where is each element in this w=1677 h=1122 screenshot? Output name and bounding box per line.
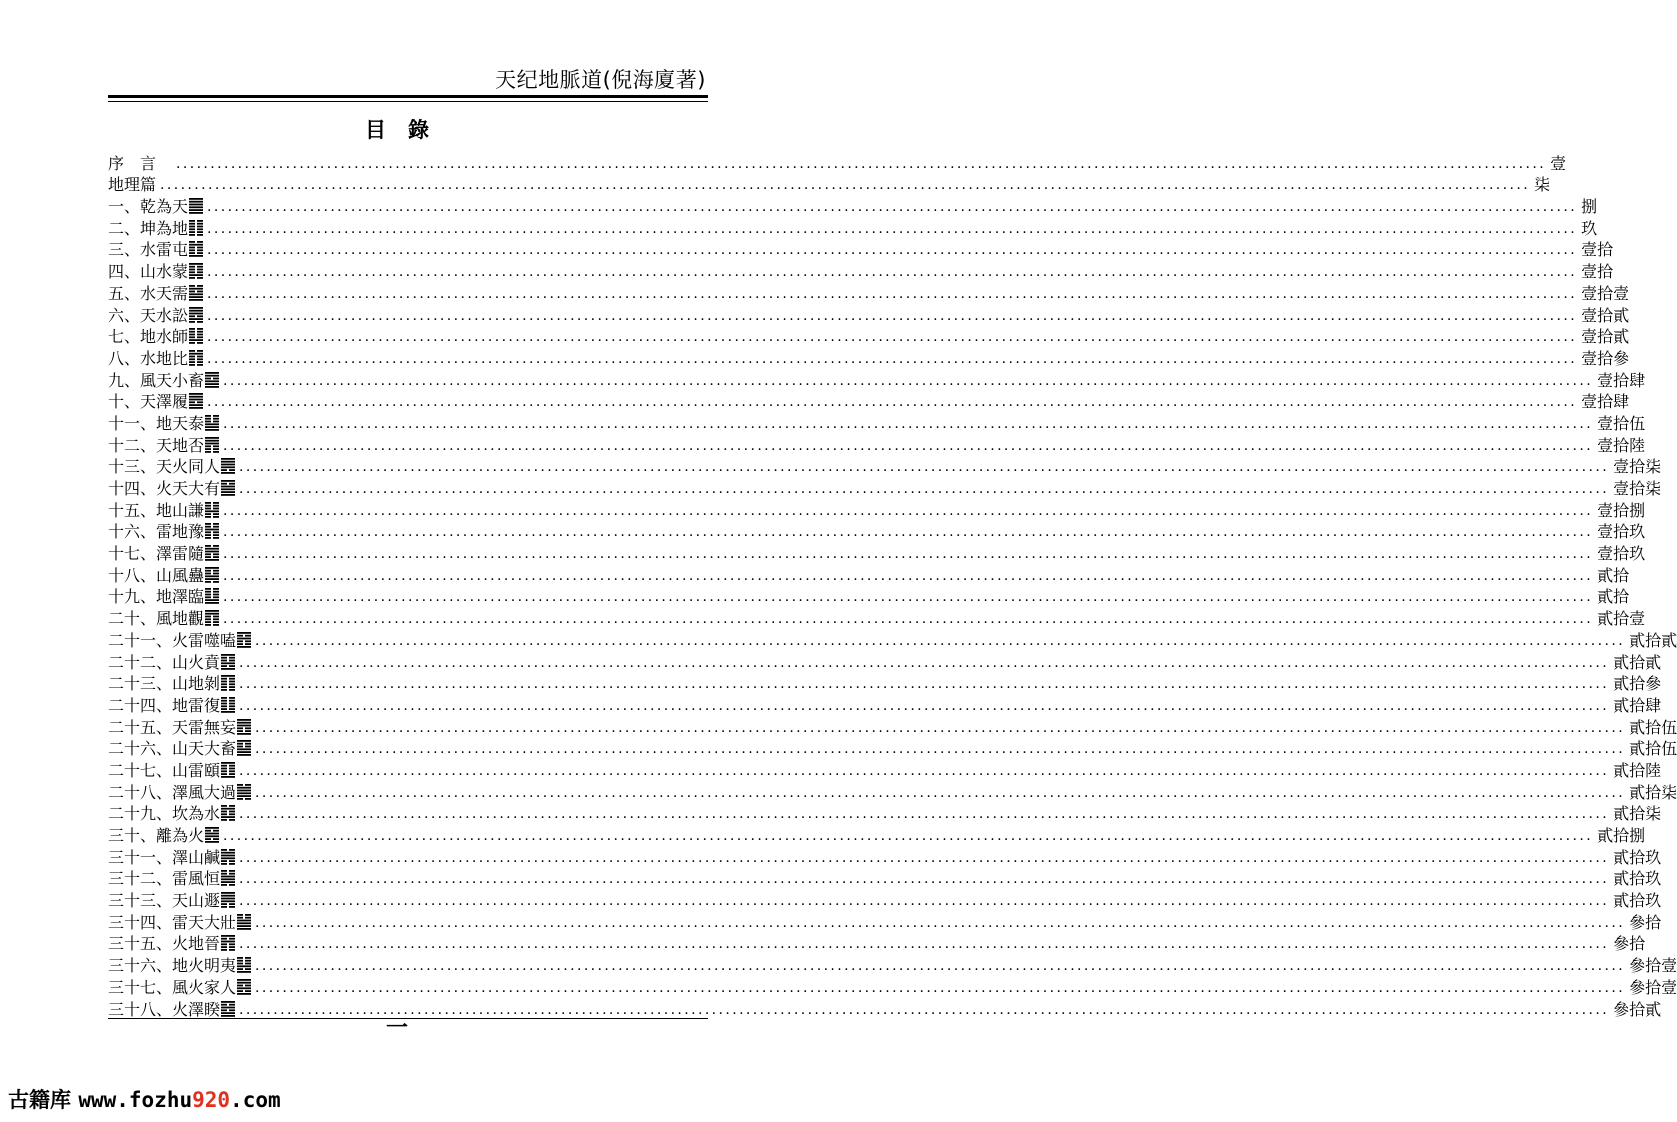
toc-entry-title-text: 二十四、地雷復	[108, 695, 221, 715]
hexagram-icon	[221, 804, 235, 821]
hexagram-icon	[221, 674, 235, 691]
hexagram-icon	[205, 501, 219, 518]
toc-entry-title-text: 二十二、山火賁	[108, 652, 221, 672]
hexagram-icon	[205, 436, 219, 453]
toc-leader-dots: ........................................................................................................................................................................................................	[239, 676, 1610, 693]
toc-entry-title-text: 序言	[108, 153, 173, 173]
toc-entry[interactable]	[108, 650, 1662, 672]
toc-entry-title-text: 十七、澤雷隨	[108, 544, 205, 564]
toc-leader-dots: ........................................................................................................................................................................................................	[239, 893, 1610, 910]
toc-entry[interactable]	[108, 303, 1630, 325]
toc-entry-title	[108, 327, 203, 346]
toc-entry[interactable]	[108, 238, 1614, 260]
toc-entry-title-text: 三十七、風火家人	[108, 977, 237, 997]
toc-entry[interactable]	[108, 628, 1677, 650]
toc-leader-dots: ........................................................................................................................................................................................................	[255, 741, 1626, 758]
watermark-url	[78, 1088, 280, 1112]
toc-entry-title-text: 五、水天需	[108, 283, 189, 303]
toc-entry[interactable]	[108, 758, 1662, 780]
toc-leader-dots: ........................................................................................................................................................................................................	[255, 719, 1626, 736]
toc-leader-dots: ........................................................................................................................................................................................................	[207, 220, 1578, 237]
hexagram-icon	[237, 631, 251, 648]
hexagram-icon	[205, 566, 219, 583]
toc-entry-title	[108, 891, 235, 910]
toc-entry-page: 參拾	[1613, 934, 1646, 954]
toc-leader-dots: ........................................................................................................................................................................................................	[239, 459, 1610, 476]
toc-entry-title	[108, 761, 235, 780]
toc-entry-title	[108, 219, 203, 238]
toc-entry-page: 貳拾貳	[1613, 652, 1662, 672]
toc-entry-page: 貳拾	[1597, 587, 1630, 607]
toc-entry-title-text: 十八、山風蠱	[108, 565, 205, 585]
toc-entry-page: 貳拾玖	[1613, 847, 1662, 867]
hexagram-icon	[237, 978, 251, 995]
toc-entry[interactable]	[108, 541, 1646, 564]
toc-leader-dots: ........................................................................................................................................................................................................	[207, 199, 1578, 216]
toc-entry-title	[108, 392, 203, 411]
watermark-url-suffix: .com	[230, 1088, 281, 1112]
hexagram-icon	[221, 848, 235, 865]
watermark-site-name: 古籍库	[8, 1088, 71, 1112]
hexagram-icon	[221, 696, 235, 713]
toc-entry-title	[108, 934, 235, 953]
toc-entry[interactable]	[108, 910, 1662, 932]
toc-entry-page: 貳拾陸	[1613, 760, 1662, 780]
toc-entry[interactable]	[108, 325, 1630, 347]
watermark-url-number: 920	[192, 1088, 231, 1112]
toc-entry[interactable]	[108, 823, 1646, 845]
toc-entry-title-text: 三、水雷屯	[108, 240, 189, 260]
toc-entry-title	[108, 674, 235, 693]
toc-leader-dots: ........................................................................................................................................................................................................	[239, 936, 1610, 953]
hexagram-icon	[205, 544, 219, 561]
toc-leader-dots: ........................................................................................................................................................................................................	[207, 307, 1578, 324]
toc-entry-title	[108, 414, 219, 433]
toc-entry-page: 捌	[1581, 197, 1598, 217]
toc-entry-title-text: 四、山水蒙	[108, 262, 189, 282]
toc-entry-title-text: 十、天澤履	[108, 392, 189, 412]
header-rule-thick	[108, 95, 708, 98]
toc-entry-title	[108, 284, 203, 303]
toc-entry[interactable]	[108, 259, 1614, 282]
toc-entry-title	[108, 913, 251, 932]
toc-entry-page: 壹拾伍	[1597, 413, 1646, 433]
hexagram-icon	[221, 653, 235, 670]
toc-entry-title-text: 十九、地澤臨	[108, 587, 205, 607]
toc-entry-page: 壹	[1550, 153, 1567, 173]
hexagram-icon	[205, 826, 219, 843]
toc-leader-dots: ........................................................................................................................................................................................................	[255, 958, 1626, 975]
toc-entry[interactable]	[108, 867, 1662, 889]
toc-entry[interactable]	[108, 953, 1677, 976]
toc-entry-title-text: 一、乾為天	[108, 197, 189, 217]
toc-entry-title-text: 二、坤為地	[108, 218, 189, 238]
toc-entry-title	[108, 501, 219, 520]
toc-entry-title-text: 十四、火天大有	[108, 479, 221, 498]
toc-entry-title	[108, 522, 219, 541]
toc-entry-title	[108, 197, 203, 216]
toc-entry-title-text: 地理篇	[108, 175, 157, 195]
toc-leader-dots: ........................................................................................................................................................................................................	[223, 372, 1594, 389]
toc-entry[interactable]	[108, 932, 1646, 954]
toc-entry-page: 壹拾肆	[1597, 370, 1646, 390]
toc-entry-title	[108, 826, 219, 845]
hexagram-icon	[189, 197, 203, 214]
toc-entry-title	[108, 653, 235, 672]
toc-entry-page: 貳拾柒	[1613, 804, 1662, 824]
toc-leader-dots: ........................................................................................................................................................................................................	[176, 155, 1547, 172]
toc-entry-page: 壹拾肆	[1581, 392, 1630, 412]
toc-leader-dots: ........................................................................................................................................................................................................	[207, 329, 1578, 346]
toc-entry-page: 壹拾玖	[1597, 522, 1646, 542]
toc-leader-dots: ........................................................................................................................................................................................................	[239, 654, 1610, 671]
toc-leader-dots: ........................................................................................................................................................................................................	[207, 350, 1578, 367]
toc-entry-title-text: 二十、風地觀	[108, 609, 205, 629]
toc-entry-title-text: 三十六、地火明夷	[108, 956, 237, 976]
hexagram-icon	[237, 783, 251, 800]
toc-entry[interactable]	[108, 498, 1646, 520]
toc-entry-title-text: 二十七、山雷頤	[108, 760, 221, 780]
toc-entry-page: 參拾壹	[1629, 956, 1677, 976]
toc-entry-page: 貳拾柒	[1629, 782, 1677, 802]
toc-entry-page: 壹拾柒	[1613, 479, 1662, 498]
toc-entry-page: 參拾貳	[1613, 999, 1662, 1019]
toc-entry-title	[108, 479, 235, 498]
page-number: 一	[385, 1015, 408, 1041]
toc-entry-page: 壹拾貳	[1581, 305, 1630, 325]
toc-entry-title	[108, 240, 203, 259]
toc-leader-dots: ........................................................................................................................................................................................................	[207, 394, 1578, 411]
toc-entry-title-text: 十六、雷地豫	[108, 522, 205, 542]
toc-entry[interactable]	[108, 563, 1630, 585]
hexagram-icon	[205, 587, 219, 604]
toc-entry[interactable]	[108, 520, 1646, 542]
hexagram-icon	[189, 392, 203, 409]
watermark	[8, 1084, 281, 1114]
toc-entry[interactable]	[108, 606, 1646, 629]
toc-entry-title	[108, 544, 219, 563]
toc-entry-title	[108, 176, 156, 194]
toc-leader-dots: ........................................................................................................................................................................................................	[223, 502, 1594, 519]
toc-entry-page: 柒	[1534, 175, 1551, 195]
hexagram-icon	[189, 306, 203, 323]
hexagram-icon	[189, 219, 203, 236]
toc-entry[interactable]	[108, 216, 1598, 238]
toc-entry-page: 壹拾參	[1581, 348, 1630, 368]
toc-leader-dots: ........................................................................................................................................................................................................	[223, 589, 1594, 606]
table-of-contents	[108, 151, 1677, 1019]
toc-leader-dots: ........................................................................................................................................................................................................	[239, 481, 1610, 497]
hexagram-icon	[221, 479, 235, 496]
toc-entry-title	[108, 609, 219, 628]
toc-entry-title-text: 二十八、澤風大過	[108, 782, 237, 802]
toc-entry-page: 壹拾貳	[1581, 327, 1630, 347]
toc-entry-page: 貳拾參	[1613, 674, 1662, 694]
toc-entry-title-text: 三十、離為火	[108, 826, 205, 845]
toc-entry-title	[108, 783, 251, 802]
toc-entry-title	[108, 869, 235, 888]
toc-leader-dots: ........................................................................................................................................................................................................	[239, 871, 1610, 888]
toc-entry-title	[108, 718, 251, 737]
hexagram-icon	[205, 609, 219, 626]
toc-entry-page: 壹拾	[1581, 262, 1614, 282]
hexagram-icon	[237, 718, 251, 735]
watermark-url-prefix: www.fozhu	[78, 1088, 193, 1112]
toc-entry-title	[108, 587, 219, 606]
hexagram-icon	[189, 327, 203, 344]
hexagram-icon	[221, 934, 235, 951]
toc-entry-page: 貳拾伍	[1629, 717, 1677, 737]
toc-entry-title	[108, 349, 203, 368]
toc-entry-title-text: 七、地水師	[108, 327, 189, 347]
toc-entry[interactable]	[108, 715, 1677, 737]
toc-leader-dots: ........................................................................................................................................................................................................	[239, 1001, 1610, 1018]
toc-entry-title-text: 二十一、火雷噬嗑	[108, 630, 237, 650]
hexagram-icon	[205, 371, 219, 388]
toc-entry[interactable]	[108, 173, 1551, 195]
toc-entry[interactable]	[108, 346, 1630, 368]
toc-entry-page: 壹拾捌	[1597, 500, 1646, 520]
toc-entry[interactable]	[108, 411, 1646, 433]
toc-leader-dots: ........................................................................................................................................................................................................	[160, 177, 1531, 194]
hexagram-icon	[221, 891, 235, 908]
toc-entry-title	[108, 631, 251, 650]
toc-entry-title-text: 三十二、雷風恒	[108, 869, 221, 889]
toc-leader-dots: ........................................................................................................................................................................................................	[223, 415, 1594, 432]
hexagram-icon	[237, 913, 251, 930]
toc-entry-page: 壹拾	[1581, 240, 1614, 260]
toc-entry[interactable]	[108, 585, 1630, 607]
toc-leader-dots: ........................................................................................................................................................................................................	[239, 849, 1610, 866]
hexagram-icon	[237, 956, 251, 973]
toc-entry[interactable]	[108, 975, 1677, 997]
toc-leader-dots: ........................................................................................................................................................................................................	[255, 784, 1626, 801]
toc-entry-title-text: 二十九、坎為水	[108, 804, 221, 824]
toc-entry-page: 貳拾	[1597, 565, 1630, 585]
toc-heading: 目錄	[365, 117, 451, 142]
toc-entry-page: 貳拾伍	[1629, 739, 1677, 759]
toc-entry-title-text: 三十三、天山遯	[108, 891, 221, 911]
toc-leader-dots: ........................................................................................................................................................................................................	[223, 828, 1594, 844]
hexagram-icon	[189, 262, 203, 279]
hexagram-icon	[205, 414, 219, 431]
toc-entry-title-text: 三十五、火地晉	[108, 934, 221, 954]
toc-leader-dots: ........................................................................................................................................................................................................	[239, 806, 1610, 823]
hexagram-icon	[221, 457, 235, 474]
toc-entry-title-text: 三十一、澤山鹹	[108, 847, 221, 867]
toc-entry-title	[108, 848, 235, 867]
toc-entry-page: 貳拾玖	[1613, 869, 1662, 889]
toc-leader-dots: ........................................................................................................................................................................................................	[223, 611, 1594, 628]
toc-entry-title	[108, 457, 235, 476]
toc-entry[interactable]	[108, 737, 1677, 759]
toc-entry-title	[108, 696, 235, 715]
hexagram-icon	[237, 739, 251, 756]
toc-entry[interactable]	[108, 845, 1662, 867]
toc-leader-dots: ........................................................................................................................................................................................................	[207, 264, 1578, 281]
toc-leader-dots: ........................................................................................................................................................................................................	[223, 437, 1594, 454]
hexagram-icon	[189, 240, 203, 257]
toc-entry[interactable]	[108, 693, 1662, 715]
toc-entry-page: 貳拾貳	[1629, 630, 1677, 650]
toc-entry-title	[108, 262, 203, 281]
toc-entry-title-text: 二十五、天雷無妄	[108, 717, 237, 737]
toc-entry-title	[108, 739, 251, 758]
toc-entry-page: 貳拾壹	[1597, 609, 1646, 629]
toc-entry[interactable]	[108, 368, 1646, 390]
toc-entry-title	[108, 1000, 235, 1019]
toc-entry[interactable]	[108, 390, 1630, 412]
toc-entry-page: 貳拾玖	[1613, 891, 1662, 911]
toc-entry[interactable]	[108, 455, 1662, 477]
toc-entry-title-text: 八、水地比	[108, 348, 189, 368]
toc-leader-dots: ........................................................................................................................................................................................................	[239, 697, 1610, 714]
hexagram-icon	[221, 869, 235, 886]
toc-entry[interactable]	[108, 780, 1677, 802]
toc-leader-dots: ........................................................................................................................................................................................................	[239, 762, 1610, 779]
hexagram-icon	[205, 522, 219, 539]
toc-entry[interactable]	[108, 433, 1646, 455]
toc-entry-title	[108, 306, 203, 325]
toc-entry-title	[108, 436, 219, 455]
hexagram-icon	[221, 1000, 235, 1017]
toc-entry[interactable]	[108, 151, 1567, 173]
toc-entry-page: 玖	[1581, 218, 1598, 238]
toc-entry-title	[108, 956, 251, 975]
toc-leader-dots: ........................................................................................................................................................................................................	[223, 567, 1594, 584]
toc-entry-title-text: 二十三、山地剝	[108, 674, 221, 694]
toc-entry-page: 參拾	[1629, 912, 1662, 932]
toc-leader-dots: ........................................................................................................................................................................................................	[255, 914, 1626, 931]
toc-leader-dots: ........................................................................................................................................................................................................	[223, 546, 1594, 563]
header-rule-thin	[108, 101, 708, 102]
toc-entry-page: 貳拾捌	[1597, 826, 1646, 845]
toc-entry[interactable]	[108, 672, 1662, 694]
toc-entry-page: 壹拾柒	[1613, 457, 1662, 477]
toc-entry-title-text: 三十四、雷天大壯	[108, 912, 237, 932]
header-title: 天纪地脈道(倪海廈著)	[495, 68, 706, 92]
toc-entry[interactable]	[108, 802, 1662, 824]
toc-entry[interactable]	[108, 194, 1598, 217]
toc-entry-title	[108, 566, 219, 585]
toc-entry-page: 壹拾壹	[1581, 283, 1630, 303]
toc-entry-page: 貳拾肆	[1613, 695, 1662, 715]
toc-entry-title-text: 十五、地山謙	[108, 500, 205, 520]
toc-entry-title-text: 九、風天小畜	[108, 370, 205, 390]
hexagram-icon	[189, 349, 203, 366]
toc-entry-title-text: 六、天水訟	[108, 305, 189, 325]
toc-leader-dots: ........................................................................................................................................................................................................	[207, 285, 1578, 302]
toc-entry-page: 壹拾陸	[1597, 435, 1646, 455]
toc-leader-dots: ........................................................................................................................................................................................................	[207, 242, 1578, 259]
toc-entry-title-text: 三十八、火澤睽	[108, 999, 221, 1019]
toc-entry-title-text: 二十六、山天大畜	[108, 739, 237, 759]
toc-leader-dots: ........................................................................................................................................................................................................	[255, 979, 1626, 996]
hexagram-icon	[221, 761, 235, 778]
toc-leader-dots: ........................................................................................................................................................................................................	[223, 524, 1594, 541]
toc-entry-title	[108, 978, 251, 997]
toc-entry-title-text: 十二、天地否	[108, 435, 205, 455]
toc-leader-dots: ........................................................................................................................................................................................................	[255, 632, 1626, 649]
toc-entry-title	[108, 155, 172, 173]
toc-entry-title-text: 十一、地天泰	[108, 413, 205, 433]
hexagram-icon	[189, 284, 203, 301]
toc-entry-title-text: 十三、天火同人	[108, 457, 221, 477]
toc-entry-page: 壹拾玖	[1597, 544, 1646, 564]
toc-entry-title	[108, 371, 219, 390]
toc-entry[interactable]	[108, 476, 1662, 498]
toc-entry[interactable]	[108, 888, 1662, 911]
toc-entry[interactable]	[108, 281, 1630, 303]
toc-entry-title	[108, 804, 235, 823]
toc-entry-page: 參拾壹	[1629, 977, 1677, 997]
